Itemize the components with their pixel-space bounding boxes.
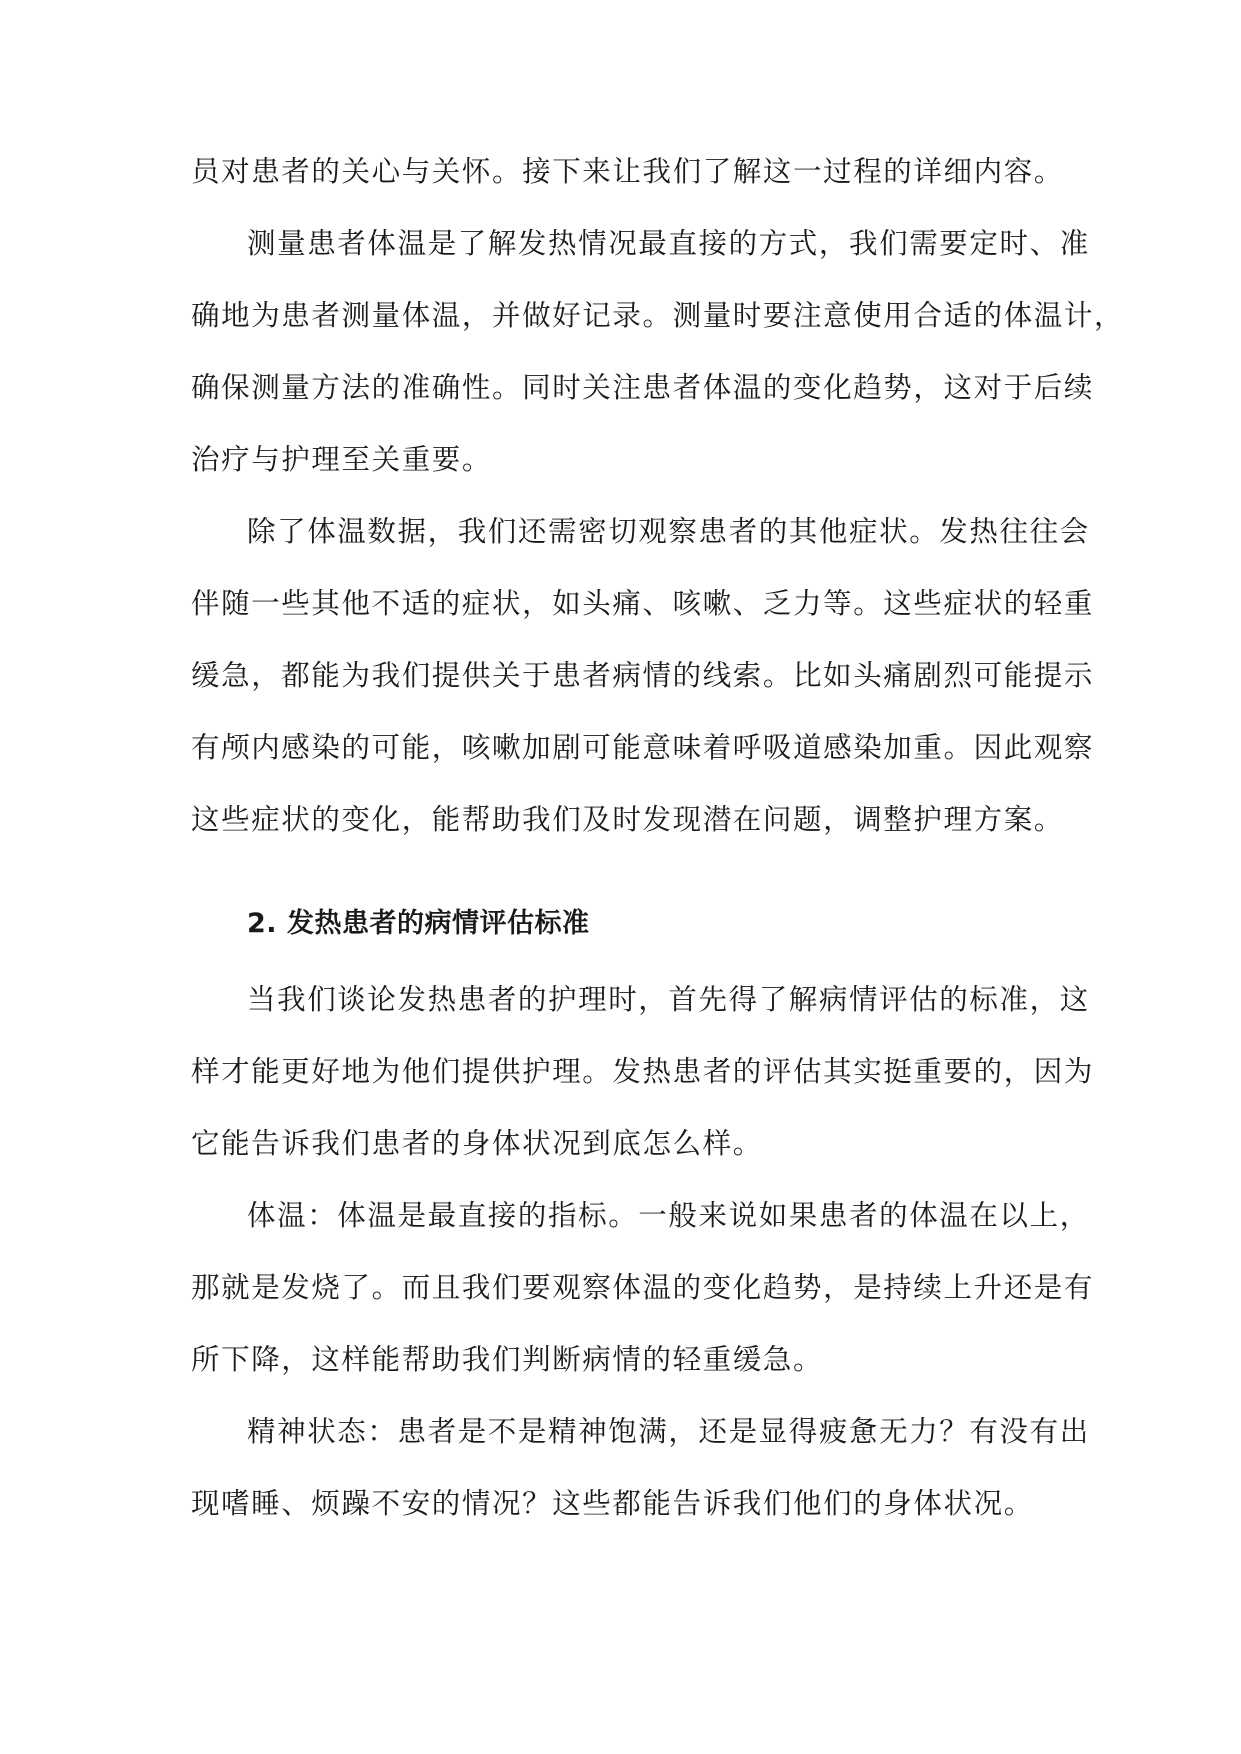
paragraph-line: 它能告诉我们患者的身体状况到底怎么样。 [191, 1127, 763, 1160]
paragraph-line: 所下降，这样能帮助我们判断病情的轻重缓急。 [191, 1343, 824, 1376]
paragraph-line: 那就是发烧了。而且我们要观察体温的变化趋势，是持续上升还是有 [191, 1271, 1095, 1304]
paragraph-line: 伴随一些其他不适的症状，如头痛、咳嗽、乏力等。这些症状的轻重 [191, 587, 1095, 620]
paragraph-line: 测量患者体温是了解发热情况最直接的方式，我们需要定时、准 [247, 227, 1090, 260]
paragraph-line: 体温：体温是最直接的指标。一般来说如果患者的体温在以上， [247, 1199, 1090, 1232]
section-heading: 2. 发热患者的病情评估标准 [247, 908, 590, 939]
paragraph-line: 当我们谈论发热患者的护理时，首先得了解病情评估的标准，这 [247, 983, 1090, 1016]
paragraph-line: 缓急，都能为我们提供关于患者病情的线索。比如头痛剧烈可能提示 [191, 659, 1095, 692]
paragraph-line: 确保测量方法的准确性。同时关注患者体温的变化趋势，这对于后续 [191, 371, 1095, 404]
paragraph-line: 除了体温数据，我们还需密切观察患者的其他症状。发热往往会 [247, 515, 1090, 548]
paragraph-line: 有颅内感染的可能，咳嗽加剧可能意味着呼吸道感染加重。因此观察 [191, 731, 1095, 764]
paragraph-line: 这些症状的变化，能帮助我们及时发现潜在问题，调整护理方案。 [191, 803, 1064, 836]
paragraph-line: 治疗与护理至关重要。 [191, 443, 493, 476]
paragraph-line: 员对患者的关心与关怀。接下来让我们了解这一过程的详细内容。 [191, 155, 1064, 188]
paragraph-line: 样才能更好地为他们提供护理。发热患者的评估其实挺重要的，因为 [191, 1055, 1095, 1088]
paragraph-line: 精神状态：患者是不是精神饱满，还是显得疲惫无力？有没有出 [247, 1415, 1090, 1448]
paragraph-line: 确地为患者测量体温，并做好记录。测量时要注意使用合适的体温计， [191, 299, 1125, 332]
paragraph-line: 现嗜睡、烦躁不安的情况？这些都能告诉我们他们的身体状况。 [191, 1487, 1034, 1520]
